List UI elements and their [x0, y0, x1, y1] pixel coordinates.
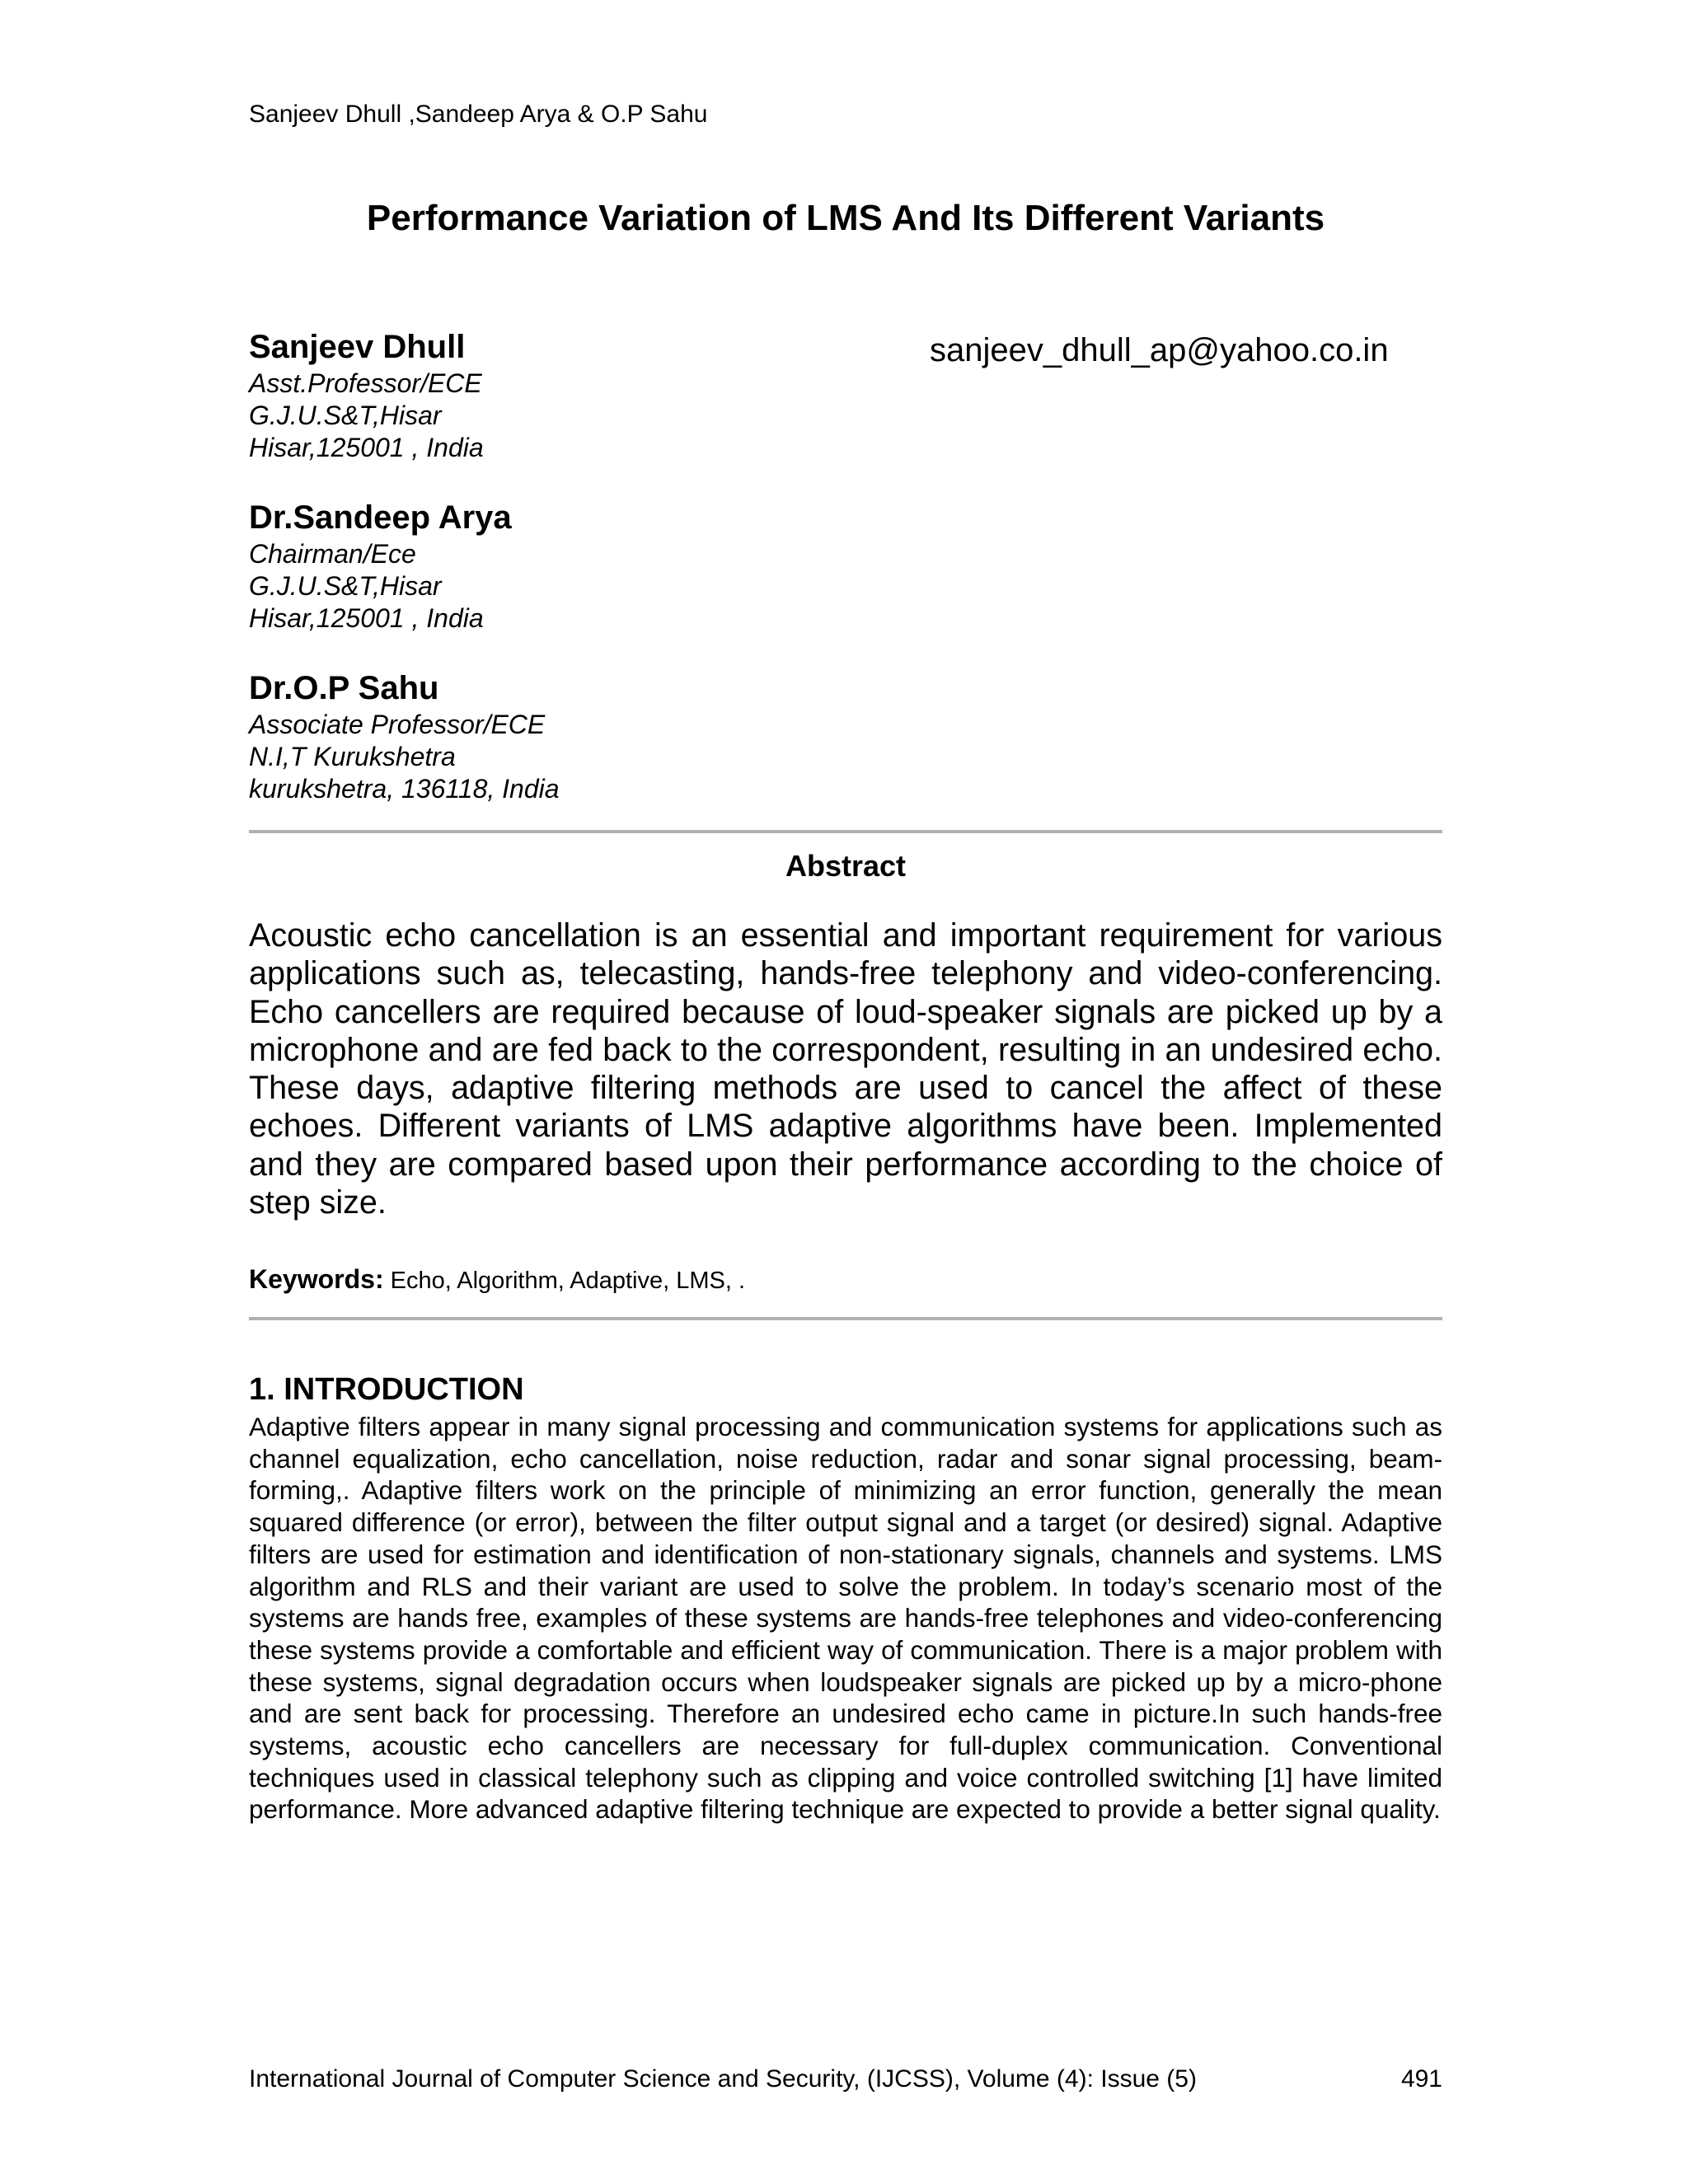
author-name: Dr.Sandeep Arya	[249, 499, 512, 536]
running-head: Sanjeev Dhull ,Sandeep Arya & O.P Sahu	[249, 101, 708, 128]
keywords-label: Keywords:	[249, 1264, 384, 1294]
author-institution: G.J.U.S&T,Hisar	[249, 401, 442, 430]
author-address: Hisar,125001 , India	[249, 603, 484, 633]
author-block-1	[249, 326, 991, 464]
divider-bottom	[249, 1317, 1442, 1320]
author-name: Sanjeev Dhull	[249, 329, 466, 365]
abstract-heading: Abstract	[785, 849, 907, 883]
author-block-2	[249, 497, 991, 635]
footer-journal: International Journal of Computer Science and Security, (IJCSS), Volume (4): Issue (5)	[249, 2065, 1197, 2093]
page-number: 491	[1400, 2065, 1442, 2093]
author-email: sanjeev_dhull_ap@yahoo.co.in	[930, 332, 1389, 368]
author-institution: N.I,T Kurukshetra	[249, 742, 456, 771]
section-heading-introduction: 1. INTRODUCTION	[249, 1372, 524, 1407]
author-address: kurukshetra, 136118, India	[249, 774, 560, 804]
introduction-text: Adaptive filters appear in many signal processing and communication systems for applications such as channel equalization, echo cancellation, noise reduction, radar and sonar signal processing, beam-forming,. Adaptive filters work on the principle of minimizing an error function, generally the mean squared difference (or error), between the filter output signal and a target (or desired) signal. Adaptive filters are used for estimation and identification of non-stationary signals, channels and systems. LMS algorithm and RLS and their variant are used to solve the problem. In today’s scenario most of the systems are hands free, examples of these systems are hands-free telephones and video-conferencing these systems provide a comfortable and efficient way of communication. There is a major problem with these systems, signal degradation occurs when loudspeaker signals are picked up by a micro-phone and are sent back for processing. Therefore an undesired echo came in picture.In such hands-free systems, acoustic echo cancellers are necessary for full-duplex communication. Conventional techniques used in classical telephony such as clipping and voice controlled switching [1] have limited performance. More advanced adaptive filtering technique are expected to provide a better signal quality.	[249, 1412, 1442, 1825]
author-institution: G.J.U.S&T,Hisar	[249, 571, 442, 601]
divider-top	[249, 830, 1442, 833]
author-name: Dr.O.P Sahu	[249, 670, 439, 706]
author-position: Associate Professor/ECE	[249, 710, 546, 739]
paper-title: Performance Variation of LMS And Its Different Variants	[366, 198, 1325, 238]
author-address: Hisar,125001 , India	[249, 433, 484, 462]
author-block-3	[249, 668, 991, 805]
keywords-value: Echo, Algorithm, Adaptive, LMS, .	[390, 1268, 746, 1294]
abstract-text: Acoustic echo cancellation is an essential and important requirement for various applications such as, telecasting, hands-free telephony and video-conferencing. Echo cancellers are required because of loud-speaker signals are picked up by a microphone and are fed back to the correspondent, resulting in an undesired echo. These days, adaptive filtering methods are used to cancel the affect of these echoes. Different variants of LMS adaptive algorithms have been. Implemented and they are compared based upon their performance according to the choice of step size.	[249, 917, 1442, 1221]
author-position: Asst.Professor/ECE	[249, 368, 482, 398]
keywords	[249, 1263, 745, 1297]
author-position: Chairman/Ece	[249, 539, 416, 569]
